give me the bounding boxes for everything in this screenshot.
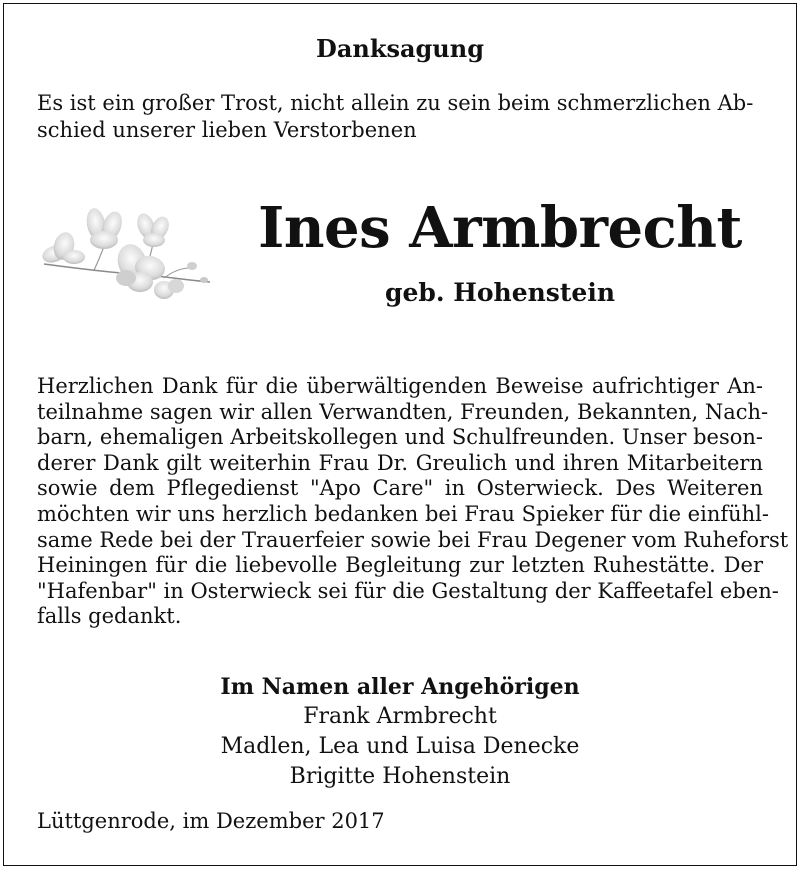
body-line: teilnahme sagen wir allen Verwandten, Freunden, Bekannten, Nach-: [37, 399, 769, 424]
intro-line: schied unserer lieben Verstorbenen: [37, 118, 417, 142]
signature-block: [4, 672, 796, 792]
body-line: falls gedankt.: [37, 604, 182, 629]
obituary-notice: [3, 3, 797, 866]
signature-name: Madlen, Lea und Luisa Denecke: [220, 734, 580, 759]
body-line: Heiningen für die liebevolle Begleitung zur letzten Ruhestätte. Der: [37, 553, 763, 578]
body-line: barn, ehemaligen Arbeitskollegen und Schulfreunden. Unser beson-: [37, 425, 763, 450]
signature-name: Brigitte Hohenstein: [289, 764, 511, 789]
intro-text: [37, 90, 763, 144]
intro-line: Es ist ein großer Trost, nicht allein zu sein beim schmerzlichen Ab-: [37, 91, 754, 115]
magnolia-branch-icon: [34, 202, 214, 307]
body-line: same Rede bei der Trauerfeier sowie bei Frau Degener vom Ruheforst: [37, 527, 789, 552]
place-date: Lüttgenrode, im Dezember 2017: [37, 809, 385, 833]
body-line: möchten wir uns herzlich bedanken bei Frau Spieker für die einfühl-: [37, 501, 769, 526]
thanks-text: [37, 374, 789, 630]
maiden-name: geb. Hohenstein: [384, 278, 616, 307]
notice-heading: Danksagung: [316, 34, 484, 63]
body-line: derer Dank gilt weiterhin Frau Dr. Greulich und ihren Mitarbeitern: [37, 450, 763, 475]
signature-title: Im Namen aller Angehörigen: [220, 674, 580, 700]
body-line: "Hafenbar" in Osterwieck sei für die Gestaltung der Kaffeetafel eben-: [37, 578, 779, 603]
body-line: Herzlichen Dank für die überwältigenden Beweise aufrichtiger An-: [37, 374, 763, 398]
body-line: sowie dem Pflegedienst "Apo Care" in Osterwieck. Des Weiteren: [37, 476, 763, 501]
signature-name: Frank Armbrecht: [303, 704, 497, 729]
deceased-name: Ines Armbrecht: [258, 195, 742, 261]
